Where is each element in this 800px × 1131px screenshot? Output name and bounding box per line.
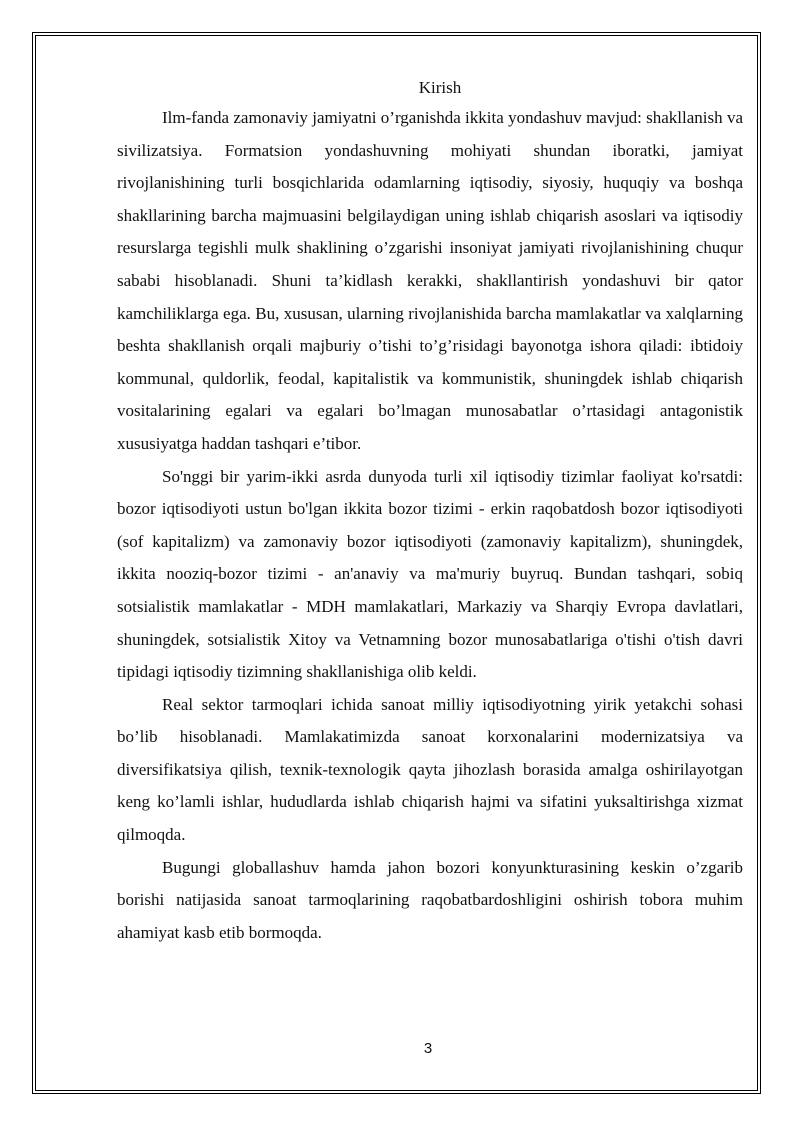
paragraph-3: Real sektor tarmoqlari ichida sanoat milliy iqtisodiyotning yirik yetakchi sohasi bo’lib hisoblanadi. Mamlakatimizda sanoat korxonalarini modernizatsiya va diversifikatsiya qilish, texnik-texnologik qayta jihozlash borasida amalga oshirilayotgan keng ko’lamli ishlar, hududlarda ishlab chiqarish hajmi va sifatini yuksaltirishga xizmat qilmoqda. xyxy=(117,694,743,845)
document-body xyxy=(117,74,743,949)
paragraph-4: Bugungi globallashuv hamda jahon bozori konyunkturasining keskin o’zgarib borishi natijasida sanoat tarmoqlarining raqobatbardoshligini oshirish tobora muhim ahamiyat kasb etib bormoqda. xyxy=(117,857,743,942)
paragraph-1: Ilm-fanda zamonaviy jamiyatni o’rganishda ikkita yondashuv mavjud: shakllanish va sivilizatsiya. Formatsion yondashuvning mohiyati shundan iboratki, jamiyat rivojlanishining turli bosqichlarida odamlarning iqtisodiy, siyosiy, huquqiy va boshqa shakllarining barcha majmuasini belgilaydigan uning ishlab chiqarish asoslari va iqtisodiy resurslarga tegishli mulk shaklining o’zgarishi insoniyat jamiyati rivojlanishining chuqur sababi hisoblanadi. Shuni ta’kidlash kerakki, shakllantirish yondashuvi bir qator kamchiliklarga ega. Bu, xususan, ularning rivojlanishida barcha mamlakatlar va xalqlarning beshta shakllanish orqali majburiy o’tishi to’g’risidagi bayonotga ishora qiladi: ibtidoiy kommunal, quldorlik, feodal, kapitalistik va kommunistik, shuningdek ishlab chiqarish vositalarining egalari va egalari bo’lmagan munosabatlar o’rtasidagi antagonistik xususiyatga haddan tashqari e’tibor. xyxy=(117,108,743,453)
page-number: 3 xyxy=(423,1040,433,1057)
paragraph-2: So'nggi bir yarim-ikki asrda dunyoda turli xil iqtisodiy tizimlar faoliyat ko'rsatdi: bozor iqtisodiyoti ustun bo'lgan ikkita bozor tizimi - erkin raqobatdosh bozor iqtisodiyoti (sof kapitalizm) va zamonaviy bozor iqtisodiyoti (zamonaviy kapitalizm), shuningdek, ikkita nooziq-bozor tizimi - an'anaviy va ma'muriy buyruq. Bundan tashqari, sobiq sotsialistik mamlakatlar - MDH mamlakatlari, Markaziy va Sharqiy Evropa davlatlari, shuningdek, sotsialistik Xitoy va Vetnamning bozor munosabatlariga o'tishi o'tish davri tipidagi iqtisodiy tizimning shakllanishiga olib keldi. xyxy=(117,466,743,682)
document-title: Kirish xyxy=(418,78,462,97)
